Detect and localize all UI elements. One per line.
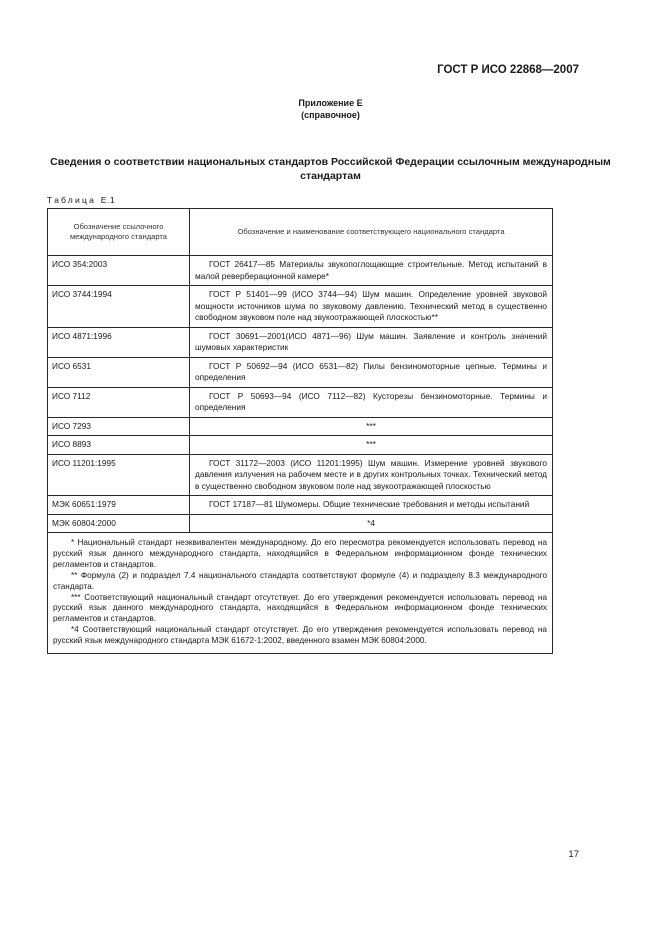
national-standard: ГОСТ 17187—81 Шумомеры. Общие технические требования и методы испытаний — [190, 496, 553, 515]
table-header-row — [48, 209, 553, 256]
reference-code: ИСО 354:2003 — [48, 256, 190, 286]
table-row — [48, 387, 553, 417]
national-standard: *** — [190, 436, 553, 455]
table-row — [48, 417, 553, 436]
table-notes — [48, 533, 553, 654]
annex-title: Приложение Е — [298, 98, 363, 108]
reference-code: ИСО 6531 — [48, 357, 190, 387]
table-row — [48, 286, 553, 328]
national-standard: ГОСТ Р 50692—94 (ИСО 6531—82) Пилы бензиномоторные цепные. Термины и определения — [190, 357, 553, 387]
table-row — [48, 357, 553, 387]
national-standard: ГОСТ 26417—85 Материалы звукопоглощающие строительные. Метод испытаний в малой реверберационной камере* — [190, 256, 553, 286]
table-row — [48, 256, 553, 286]
page-number: 17 — [568, 849, 579, 860]
reference-code: МЭК 60651:1979 — [48, 496, 190, 515]
table-label-word: Таблица — [47, 195, 97, 205]
annex-subtitle: (справочное) — [301, 109, 360, 120]
footnote: ** Формула (2) и подраздел 7.4 национального стандарта соответствуют формуле (4) и подразделу 8.3 международного стандарта. — [53, 570, 547, 591]
reference-code: ИСО 3744:1994 — [48, 286, 190, 328]
footnote: *** Соответствующий национальный стандарт отсутствует. До его утверждения рекомендуется использовать перевод на русский язык данного международного стандарта, находящийся в Федеральном информационном фонде технических регламентов и стандартов. — [53, 592, 547, 624]
national-standard: ГОСТ 31172—2003 (ИСО 11201:1995) Шум машин. Измерение уровней звукового давления излучения на рабочем месте и в других контрольных точках. Технический метод в существенно свободном звуковом поле над звукоотражающей плоскостью — [190, 454, 553, 496]
header-national-standard: Обозначение и наименование соответствующего национального стандарта — [190, 209, 553, 256]
footnote: *4 Соответствующий национальный стандарт отсутствует. До его утверждения рекомендуется использовать перевод на русский язык международного стандарта МЭК 61672-1:2002, введенного взамен МЭК 60804:2000. — [53, 625, 547, 646]
correspondence-table — [47, 208, 553, 654]
annex-heading — [0, 98, 661, 121]
table-label-number: Е.1 — [100, 195, 116, 205]
national-standard: *4 — [190, 514, 553, 533]
reference-code: ИСО 4871:1996 — [48, 327, 190, 357]
reference-code: ИСО 8893 — [48, 436, 190, 455]
reference-code: ИСО 7112 — [48, 387, 190, 417]
reference-code: ИСО 11201:1995 — [48, 454, 190, 496]
national-standard: ГОСТ 30691—2001(ИСО 4871—96) Шум машин. Заявление и контроль значений шумовых характеристик — [190, 327, 553, 357]
table-row — [48, 436, 553, 455]
table-notes-row — [48, 533, 553, 654]
reference-code: МЭК 60804:2000 — [48, 514, 190, 533]
header-reference-standard: Обозначение ссылочного международного стандарта — [48, 209, 190, 256]
national-standard: ГОСТ Р 51401—99 (ИСО 3744—94) Шум машин. Определение уровней звуковой мощности источников шума по звуковому давлению. Технический метод в существенно свободном звуковом поле над звукоотражающей плоскостью** — [190, 286, 553, 328]
national-standard: *** — [190, 417, 553, 436]
table-row — [48, 514, 553, 533]
section-title: Сведения о соответствии национальных стандартов Российской Федерации ссылочным международным стандартам — [50, 156, 611, 182]
table-row — [48, 454, 553, 496]
national-standard: ГОСТ Р 50693—94 (ИСО 7112—82) Кусторезы бензиномоторные. Термины и определения — [190, 387, 553, 417]
table-row — [48, 327, 553, 357]
document-code: ГОСТ Р ИСО 22868—2007 — [437, 64, 579, 76]
table-label — [47, 195, 115, 205]
reference-code: ИСО 7293 — [48, 417, 190, 436]
footnote: * Национальный стандарт неэквивалентен международному. До его пересмотра рекомендуется использовать перевод на русский язык данного международного стандарта, находящийся в Федеральном информационном фонде технических регламентов и стандартов. — [53, 538, 547, 569]
table-row — [48, 496, 553, 515]
